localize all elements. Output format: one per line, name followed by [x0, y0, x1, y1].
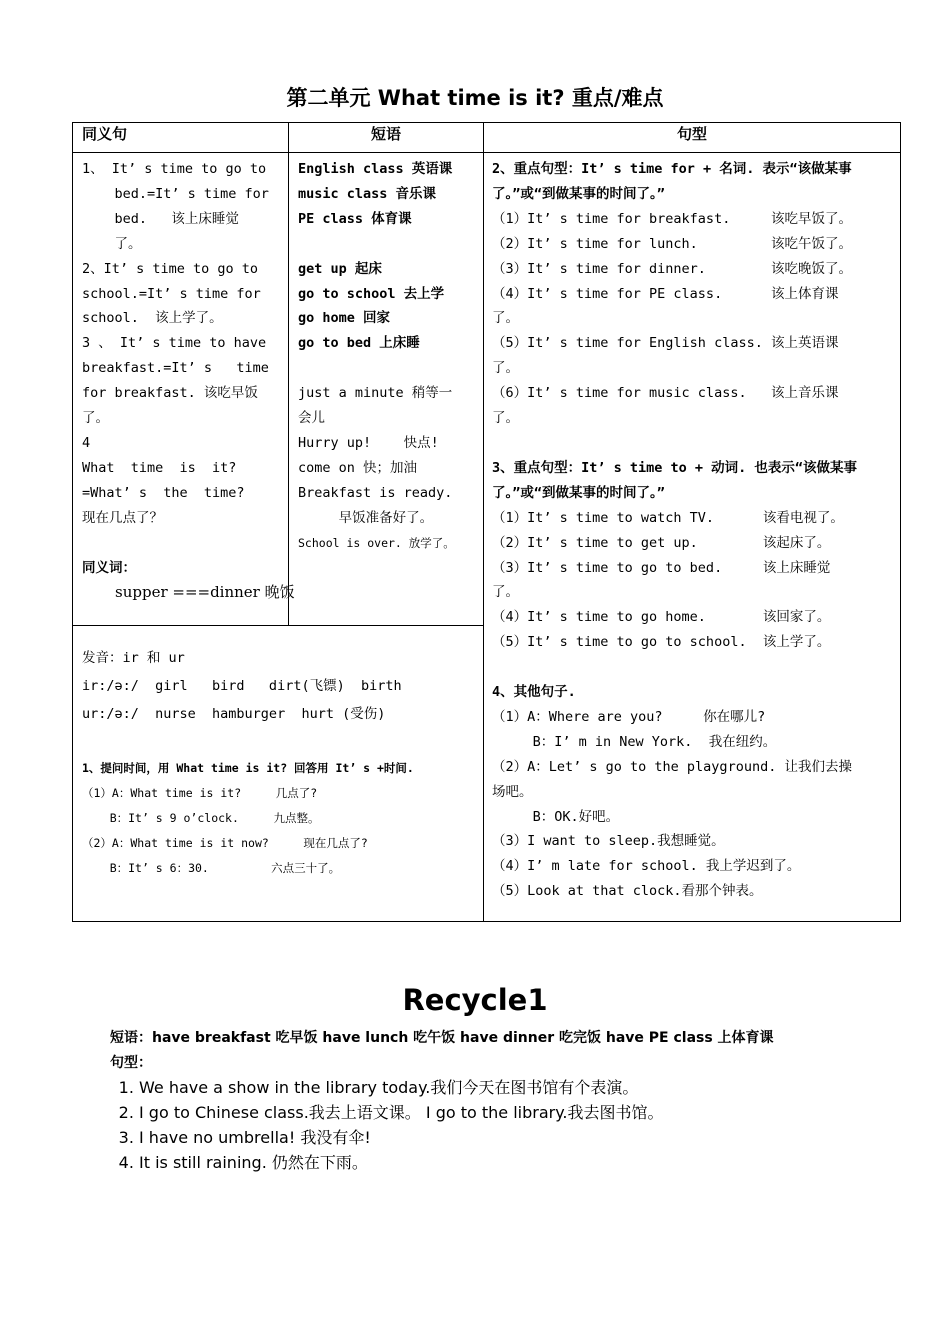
pronunciation-section — [73, 626, 483, 887]
pattern-line: （3）I want to sleep.我想睡觉。 — [492, 833, 725, 850]
synonym-line: 现在几点了？ — [82, 509, 163, 526]
pattern-line: （4）I’ m late for school. 我上学迟到了。 — [492, 858, 801, 875]
synonym-line: 了。 — [82, 235, 142, 252]
pattern-line: （3）It’ s time to go to bed. 该上床睡觉 — [492, 559, 831, 576]
synonym-line: school.=It’ s time for — [82, 285, 261, 302]
list-item: 4. It is still raining. 仍然在下雨。 — [139, 1150, 910, 1175]
page-title: 第二单元 What time is it? 重点/难点 — [286, 86, 664, 110]
qa-line: B：It’ s 9 o’clock. 九点整。 — [82, 810, 320, 825]
pattern-line: （5）Look at that clock.看那个钟表。 — [492, 883, 763, 900]
qa-line: B：It’ s 6：30. 六点三十了。 — [82, 860, 341, 875]
recycle-phrases: 短语：have breakfast 吃早饭 have lunch 吃午饭 have dinner 吃完饭 have PE class 上体育课 — [110, 1030, 774, 1046]
synonym-line: 4 — [82, 434, 91, 451]
phrase-item: come on 快；加油 — [298, 459, 418, 476]
pattern-line: （2）A：Let’ s go to the playground. 让我们去操 — [492, 758, 852, 775]
phrase-item: 会儿 — [298, 410, 325, 427]
phrase-cell — [289, 153, 484, 626]
summary-table — [72, 122, 901, 922]
pronunciation-label: 发音：ir 和 ur — [82, 650, 185, 666]
phrase-item: English class 英语课 — [298, 161, 453, 177]
phrase-item: School is over. 放学了。 — [298, 535, 455, 550]
phrase-item: go home 回家 — [298, 310, 391, 327]
pattern-line: （3）It’ s time for dinner. 该吃晚饭了。 — [492, 260, 852, 277]
synonym-cell — [73, 153, 295, 626]
phrase-item: 早饭准备好了。 — [298, 509, 434, 526]
pattern-line: （4）It’ s time to go home. 该回家了。 — [492, 609, 831, 626]
pattern-line: （5）It’ s time for English class. 该上英语课 — [492, 335, 839, 352]
phrase-item: go to school 去上学 — [298, 285, 445, 302]
section-3-title: 3、重点句型：It’ s time to + 动词. 也表示“该做某事了。”或“到做某事的时间了。” — [492, 459, 858, 501]
pattern-line: （4）It’ s time for PE class. 该上体育课 — [492, 285, 839, 302]
pattern-line: （2）It’ s time for lunch. 该吃午饭了。 — [492, 235, 852, 252]
section-4-title: 4、其他句子. — [492, 684, 576, 701]
sentence-patterns — [484, 153, 900, 910]
pattern-line: （1）A：Where are you? 你在哪儿? — [492, 708, 766, 725]
pattern-line: （1）It’ s time for breakfast. 该吃早饭了。 — [492, 210, 852, 227]
qa-line: （2）A：What time is it now? 现在几点了? — [82, 835, 368, 850]
synonym-line: What time is it? — [82, 459, 237, 476]
pattern-line: 场吧。 — [492, 783, 533, 800]
pattern-line: 了。 — [492, 360, 519, 377]
synonym-line: 了。 — [82, 410, 109, 427]
qa-line: （1）A：What time is it? 几点了? — [82, 785, 318, 800]
phrase-item: PE class 体育课 — [298, 210, 412, 227]
synonym-line: for breakfast. 该吃早饭 — [82, 385, 258, 402]
list-item: 2. I go to Chinese class.我去上语文课。 I go to the library.我去图书馆。 — [139, 1100, 910, 1125]
recycle-section — [110, 1026, 910, 1175]
synonym-line: breakfast.=It’ s time — [82, 360, 269, 377]
synonym-line: bed. 该上床睡觉 — [82, 210, 239, 227]
pronunciation-ir: ir:/ə:/ girl bird dirt(飞镖) birth — [82, 678, 402, 694]
pattern-line: 了。 — [492, 584, 519, 601]
synonym-line: 2、It’ s time to go to — [82, 260, 259, 277]
pattern-line: 了。 — [492, 410, 519, 427]
header-synonyms: 同义句 — [73, 123, 289, 153]
pronunciation-ur: ur:/ə:/ nurse hamburger hurt (受伤) — [82, 706, 386, 722]
pronunciation-cell — [73, 626, 484, 922]
synonym-line: 1、 It’ s time to go to — [82, 161, 267, 177]
recycle-title: Recycle1 — [402, 983, 548, 1017]
synonym-line: bed.=It’ s time for — [82, 185, 269, 202]
pattern-line: 了。 — [492, 310, 519, 327]
synonym-sentences — [73, 153, 295, 611]
section-2-title: 2、重点句型：It’ s time for + 名词. 表示“该做某事了。”或“到做某事的时间了。” — [492, 161, 852, 202]
header-patterns: 句型 — [484, 123, 901, 153]
phrase-list — [289, 153, 483, 562]
phrase-item: music class 音乐课 — [298, 185, 437, 202]
pattern-cell — [484, 153, 901, 922]
phrase-item: just a minute 稍等一 — [298, 385, 453, 402]
phrase-item: go to bed 上床睡 — [298, 335, 420, 352]
pattern-line: B：OK.好吧。 — [492, 808, 620, 825]
question-title: 1、提问时间，用 What time is it? 回答用 It’ s +时间. — [82, 761, 414, 775]
synonym-line: school. 该上学了。 — [82, 310, 223, 327]
pattern-line: （2）It’ s time to get up. 该起床了。 — [492, 534, 831, 551]
synonym-line: =What’ s the time? — [82, 484, 245, 501]
phrase-item: Breakfast is ready. — [298, 484, 453, 501]
pattern-line: （5）It’ s time to go to school. 该上学了。 — [492, 634, 831, 651]
recycle-pattern-label: 句型： — [110, 1055, 152, 1071]
list-item: 3. I have no umbrella! 我没有伞! — [139, 1125, 910, 1150]
phrase-item: get up 起床 — [298, 260, 382, 277]
pattern-line: （6）It’ s time for music class. 该上音乐课 — [492, 385, 839, 402]
phrase-item: Hurry up! 快点! — [298, 434, 439, 451]
synonym-line: 3 、 It’ s time to have — [82, 335, 267, 352]
recycle-sentence-list — [110, 1075, 910, 1175]
header-phrases: 短语 — [289, 123, 484, 153]
list-item: 1. We have a show in the library today.我们今天在图书馆有个表演。 — [139, 1075, 910, 1100]
synonym-word-value: supper ===dinner 晚饭 — [115, 583, 295, 602]
pattern-line: B：I’ m in New York. 我在纽约。 — [492, 733, 777, 750]
pattern-line: （1）It’ s time to watch TV. 该看电视了。 — [492, 509, 844, 526]
synonym-word-label: 同义词： — [82, 559, 136, 576]
